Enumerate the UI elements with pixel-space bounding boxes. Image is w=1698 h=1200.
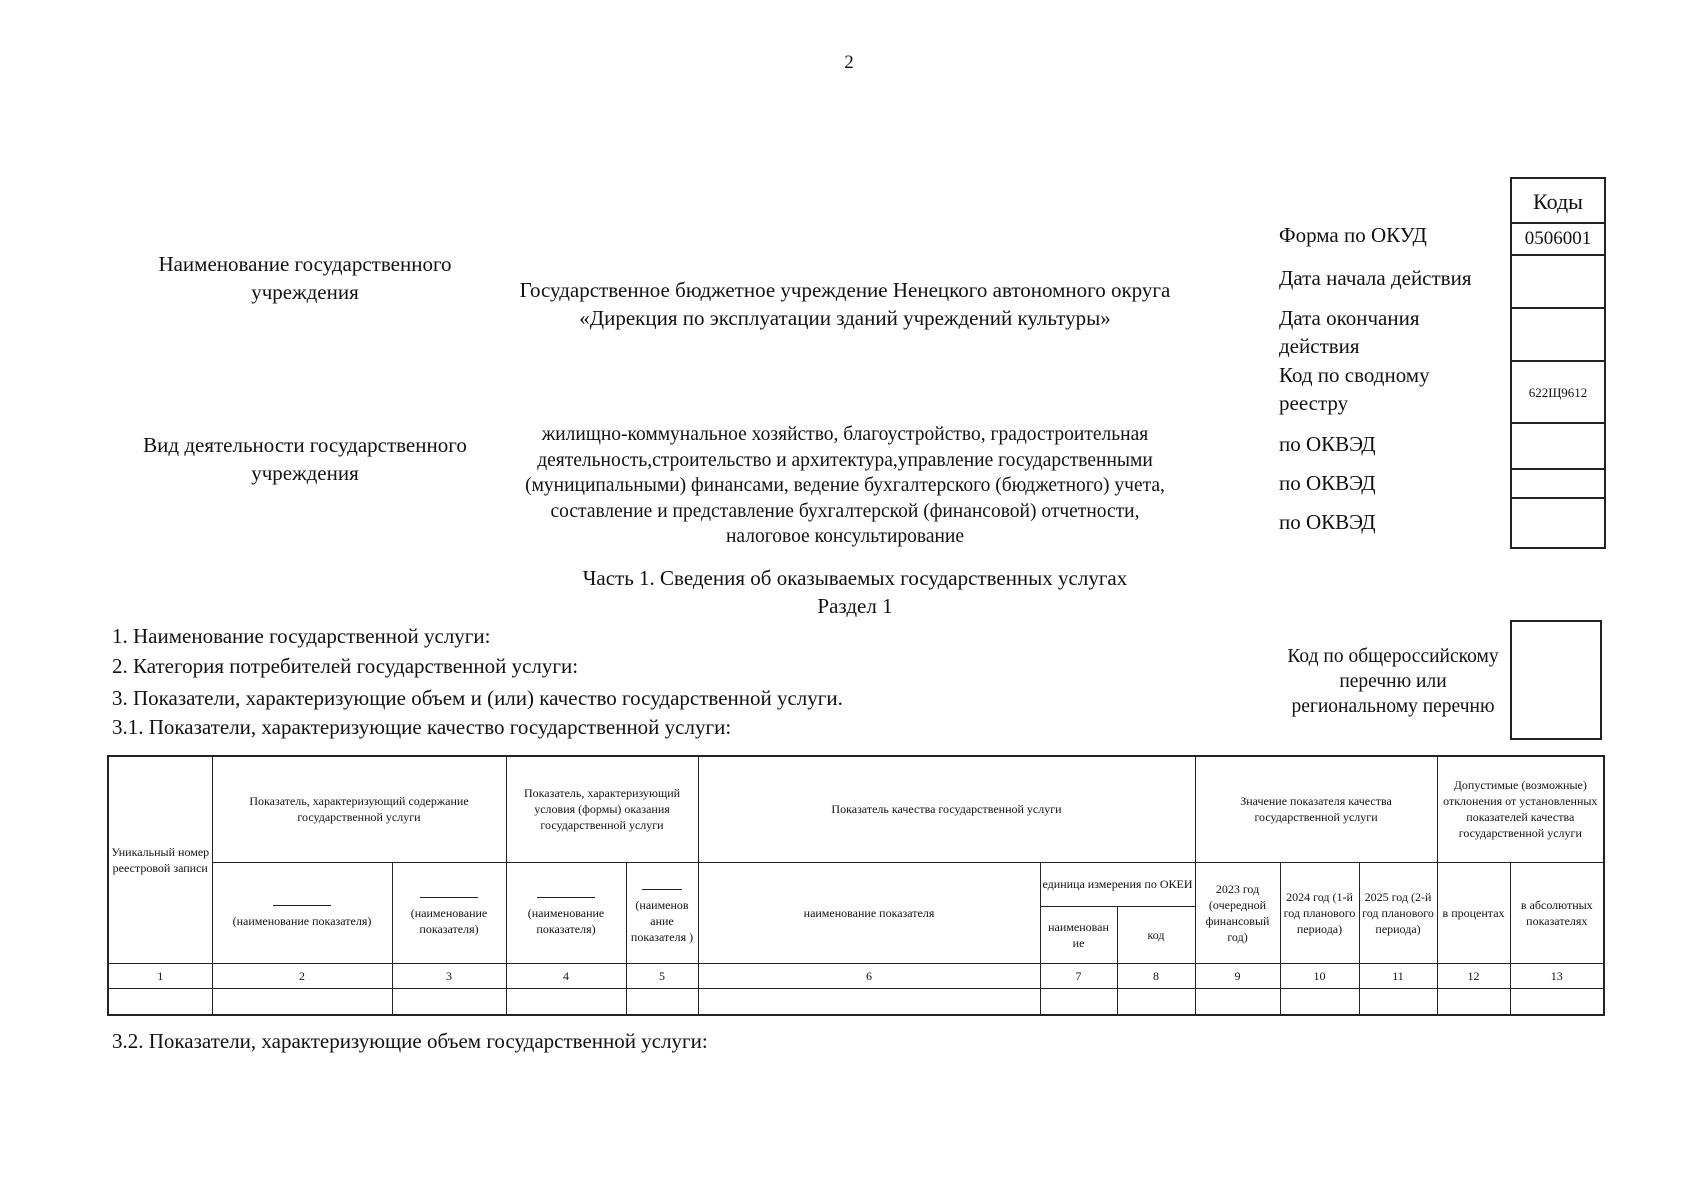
okud-label: Форма по ОКУД <box>1279 223 1427 247</box>
col-number: 6 <box>698 963 1040 988</box>
table-cell <box>1510 988 1604 1015</box>
end-date-code <box>1512 309 1604 362</box>
okved-code-3 <box>1512 499 1604 549</box>
blank-line <box>537 897 595 898</box>
table-cell <box>108 988 212 1015</box>
header-allowed-deviation: Допустимые (возможные) отклонения от установленных показателей качества государственной услуги <box>1437 756 1604 862</box>
table-cell <box>698 988 1040 1015</box>
subheader-absolute: в абсолютных показателях <box>1510 862 1604 963</box>
table-cell <box>1437 988 1510 1015</box>
col-number: 7 <box>1040 963 1117 988</box>
activity-label: Вид деятельности государственного учреждения <box>143 433 467 485</box>
registry-code: 622Щ9612 <box>1512 362 1604 424</box>
col-number: 9 <box>1195 963 1280 988</box>
subheader-content-1-label: (наименование показателя) <box>232 913 372 928</box>
subheader-unit: единица измерения по ОКЕИ <box>1040 862 1195 906</box>
quality-indicators-table <box>107 755 1605 1016</box>
col-number: 3 <box>392 963 506 988</box>
col-number: 4 <box>506 963 626 988</box>
header-quality-value: Значение показателя качества государственной услуги <box>1195 756 1437 862</box>
col-number: 10 <box>1280 963 1359 988</box>
codes-box <box>1510 177 1606 549</box>
table-cell <box>1195 988 1280 1015</box>
institution-name-label: Наименование государственного учреждения <box>158 252 452 304</box>
okved-label-2: по ОКВЭД <box>1279 471 1376 495</box>
page-number: 2 <box>844 52 854 73</box>
part-title: Часть 1. Сведения об оказываемых государственных услугах <box>582 566 1128 590</box>
subheader-percent: в процентах <box>1437 862 1510 963</box>
subheader-year-2023: 2023 год (очередной финансовый год) <box>1195 862 1280 963</box>
okved-label-1: по ОКВЭД <box>1279 432 1376 456</box>
codes-header: Коды <box>1512 179 1604 224</box>
table-cell <box>1280 988 1359 1015</box>
end-date-label: Дата окончания действия <box>1279 306 1420 358</box>
institution-name-value: Государственное бюджетное учреждение Ненецкого автономного округа «Дирекция по эксплуатации зданий учреждений культуры» <box>519 278 1171 330</box>
table-row <box>108 988 1604 1015</box>
registry-code-label: Код по сводному реестру <box>1279 363 1430 415</box>
subheader-unit-name: наименован ие <box>1040 906 1117 963</box>
start-date-label: Дата начала действия <box>1279 266 1472 290</box>
start-date-code <box>1512 256 1604 309</box>
col-number: 12 <box>1437 963 1510 988</box>
header-content-indicator: Показатель, характеризующий содержание государственной услуги <box>212 756 506 862</box>
col-number: 1 <box>108 963 212 988</box>
item-consumer-category: 2. Категория потребителей государственной услуги: <box>112 654 579 678</box>
subheader-year-2024: 2024 год (1-й год планового периода) <box>1280 862 1359 963</box>
subheader-conditions-2 <box>626 862 698 963</box>
okpd-code-box <box>1510 620 1602 740</box>
table-cell <box>506 988 626 1015</box>
header-unique-number: Уникальный номер реестровой записи <box>108 756 212 963</box>
okved-code-1 <box>1512 424 1604 470</box>
subheader-content-2-label: (наименование показателя) <box>410 905 488 936</box>
table-cell <box>1117 988 1195 1015</box>
subheader-conditions-2-label: (наименов ание показателя ) <box>630 897 694 944</box>
okud-code: 0506001 <box>1512 224 1604 256</box>
table-cell <box>212 988 392 1015</box>
item-volume-indicators: 3.2. Показатели, характеризующие объем государственной услуги: <box>112 1029 708 1053</box>
blank-line <box>420 897 478 898</box>
okpd-label: Код по общероссийскому перечню или региональному перечню <box>1287 646 1499 717</box>
blank-line <box>273 905 331 906</box>
col-number: 11 <box>1359 963 1437 988</box>
blank-line <box>642 889 682 890</box>
col-number: 5 <box>626 963 698 988</box>
header-quality-indicator: Показатель качества государственной услуги <box>698 756 1195 862</box>
table-cell <box>1040 988 1117 1015</box>
table-cell <box>1359 988 1437 1015</box>
subheader-conditions-1-label: (наименование показателя) <box>527 905 605 936</box>
header-conditions-indicator: Показатель, характеризующий условия (формы) оказания государственной услуги <box>506 756 698 862</box>
okved-label-3: по ОКВЭД <box>1279 510 1376 534</box>
col-number: 8 <box>1117 963 1195 988</box>
subheader-conditions-1 <box>506 862 626 963</box>
subheader-unit-code: код <box>1117 906 1195 963</box>
table-cell <box>392 988 506 1015</box>
column-numbers-row <box>108 963 1604 988</box>
item-indicators: 3. Показатели, характеризующие объем и (или) качество государственной услуги. <box>112 686 843 710</box>
activity-value: жилищно-коммунальное хозяйство, благоустройство, градостроительная деятельность,строительство и архитектура,управление государственными (муниципальными) финансами, ведение бухгалтерского (бюджетного) учета, составление и представление бухгалтерской (финансовой) отчетности, налоговое консультирование <box>525 424 1165 547</box>
col-number: 13 <box>1510 963 1604 988</box>
section-title: Раздел 1 <box>817 594 893 618</box>
col-number: 2 <box>212 963 392 988</box>
subheader-indicator-name: наименование показателя <box>698 862 1040 963</box>
okved-code-2 <box>1512 470 1604 499</box>
subheader-year-2025: 2025 год (2-й год планового периода) <box>1359 862 1437 963</box>
table-cell <box>626 988 698 1015</box>
subheader-content-2 <box>392 862 506 963</box>
item-service-name: 1. Наименование государственной услуги: <box>112 624 491 648</box>
item-quality-indicators: 3.1. Показатели, характеризующие качество государственной услуги: <box>112 715 732 739</box>
subheader-content-1 <box>212 862 392 963</box>
